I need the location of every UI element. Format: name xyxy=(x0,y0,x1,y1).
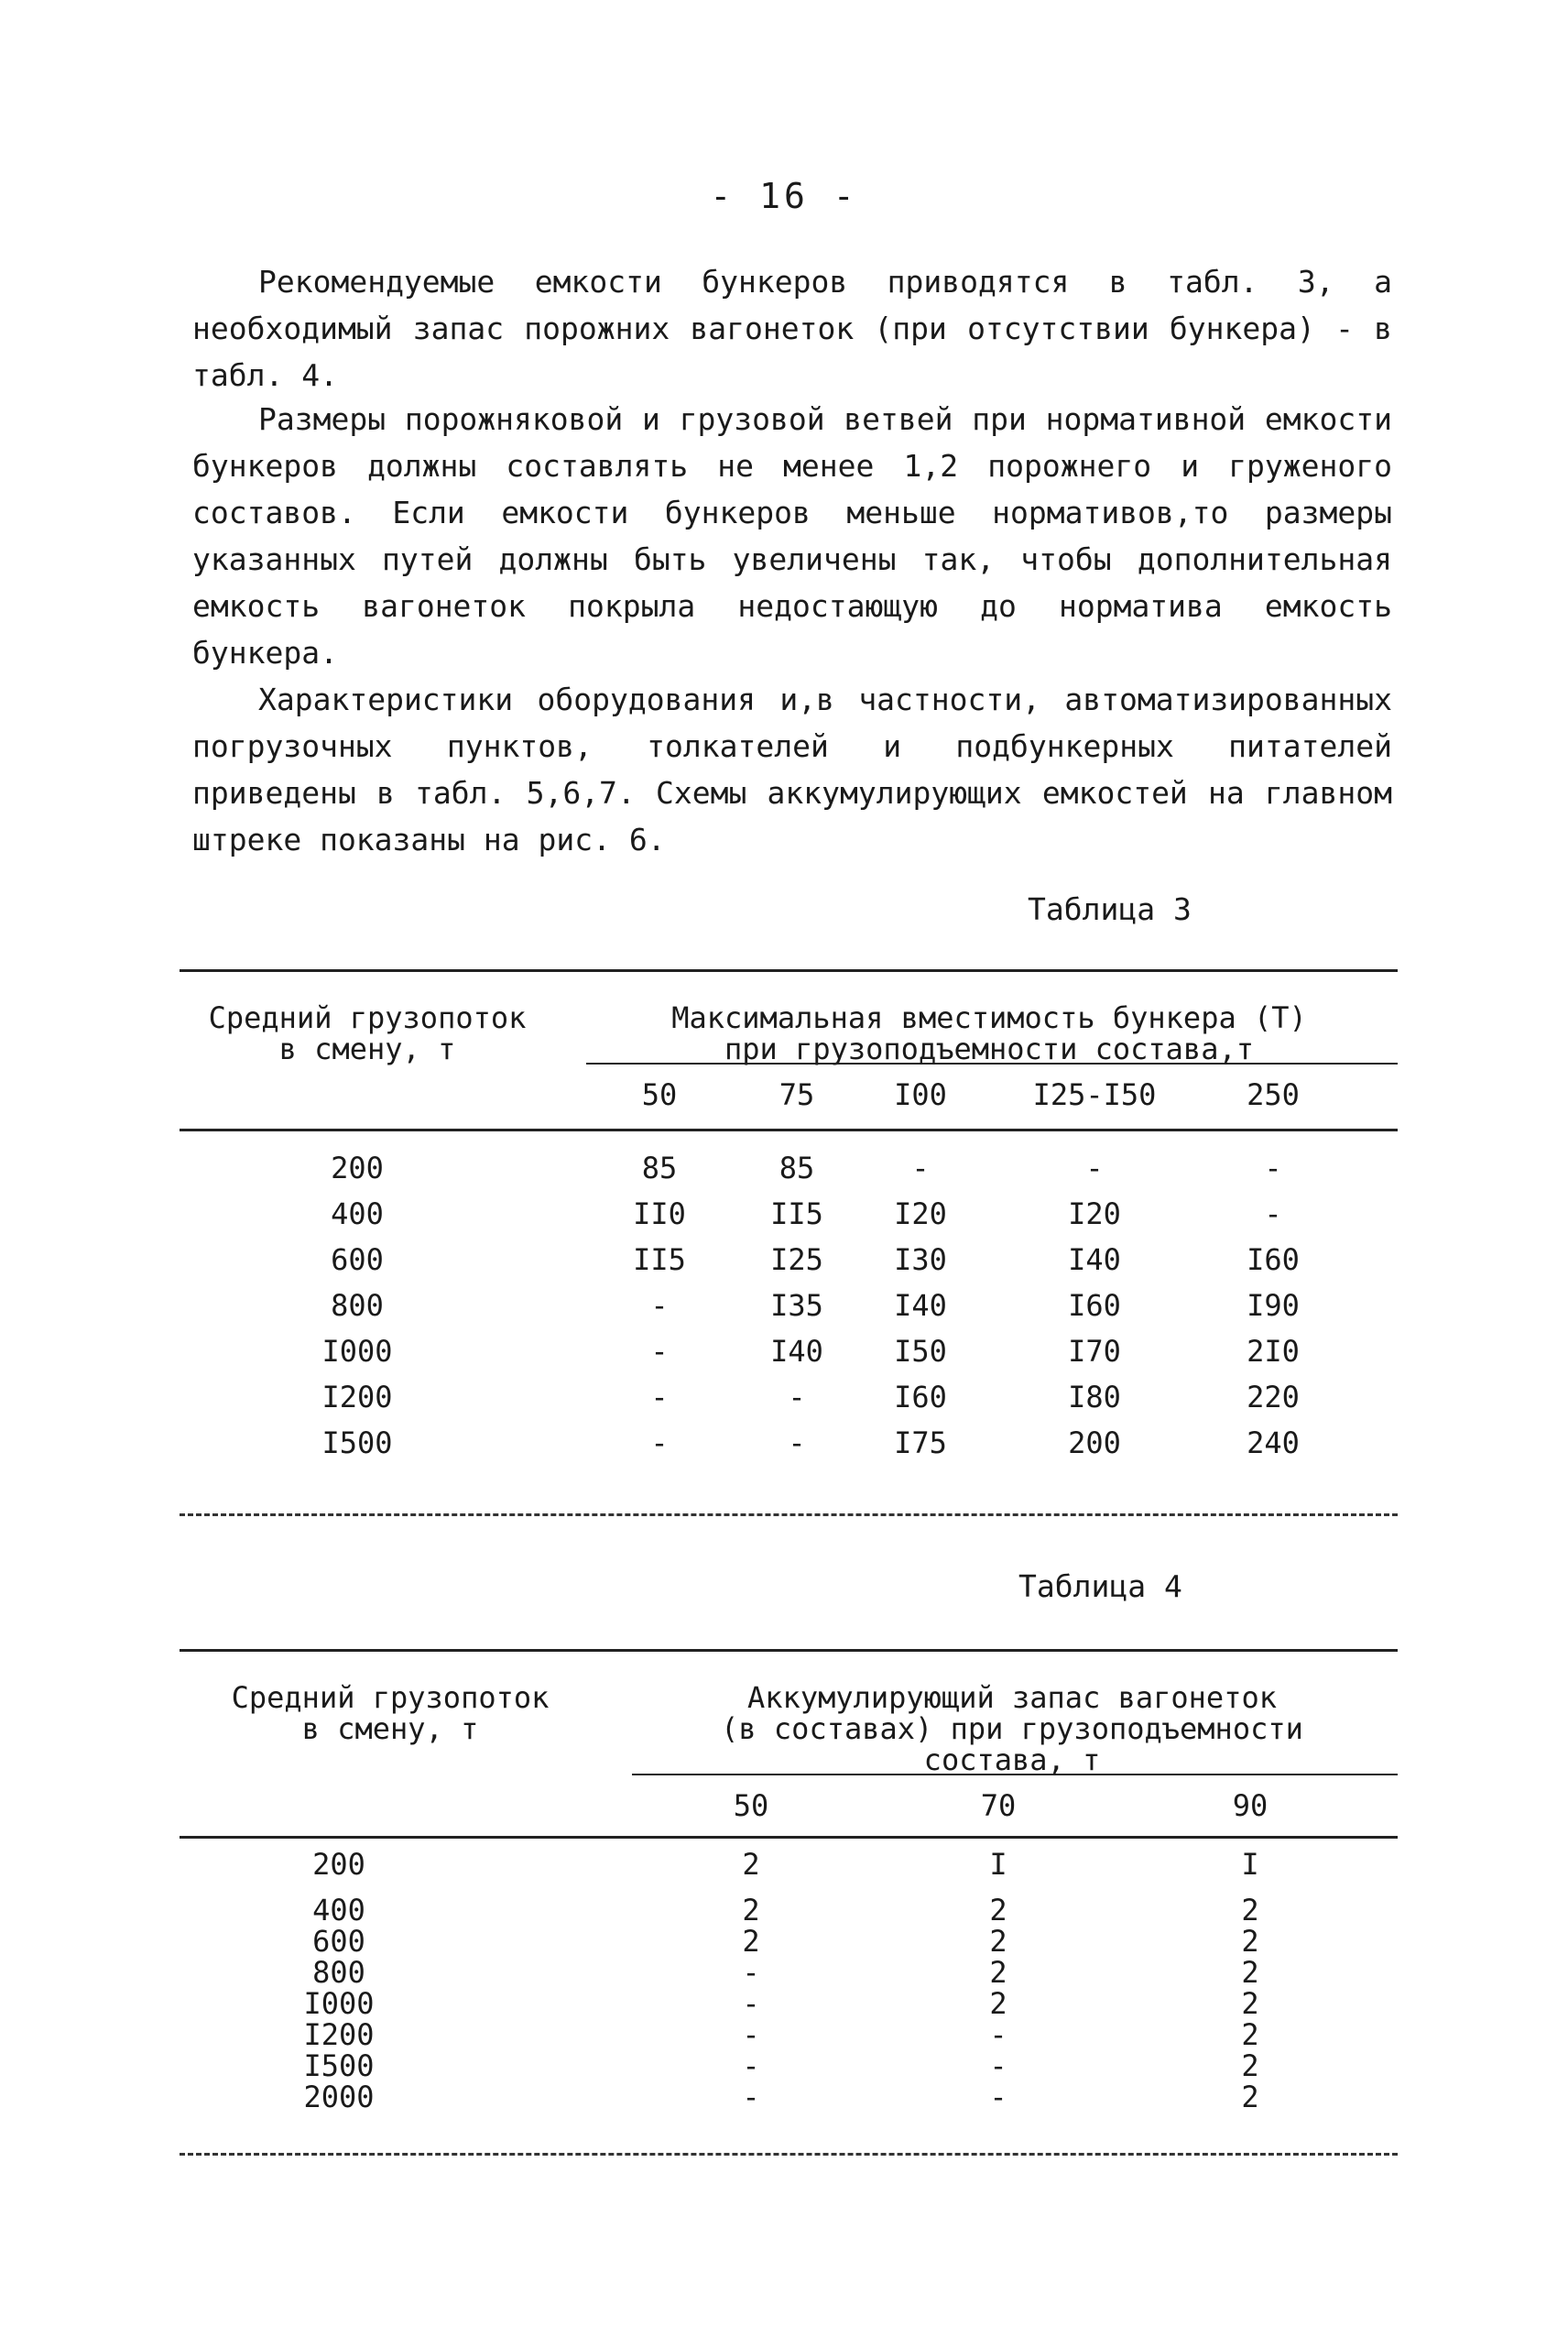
table4-column-90: 2 2 2 2 2 2 2 xyxy=(1241,1893,1259,2114)
table4-cell: I xyxy=(989,1847,1007,1882)
table3-cell: - xyxy=(911,1151,930,1185)
table3-caption: Таблица 3 xyxy=(1028,891,1192,927)
table4-top-rule xyxy=(180,1649,1398,1652)
table3-flow: I500 xyxy=(321,1425,393,1460)
table3-cell: I80 xyxy=(1068,1380,1121,1414)
table3-cell: - xyxy=(1264,1196,1282,1231)
table3-col-header: 75 xyxy=(779,1077,815,1112)
table3-cell: 2I0 xyxy=(1247,1334,1300,1369)
table3-cell: 220 xyxy=(1247,1380,1300,1414)
table3-cell: I90 xyxy=(1247,1288,1300,1323)
table3-cell: - xyxy=(650,1425,669,1460)
table4-column-70: 2 2 2 2 - - - xyxy=(989,1893,1007,2114)
table3-cell: I70 xyxy=(1068,1334,1121,1369)
table4-column-50: 2 2 - - - - - xyxy=(742,1893,760,2114)
table3-flow: 800 xyxy=(331,1288,384,1323)
table3-subheader-rule xyxy=(586,1063,1398,1065)
table3-cell: I40 xyxy=(894,1288,947,1323)
table4-subheader-rule xyxy=(632,1774,1398,1775)
table3-cell: - xyxy=(788,1380,806,1414)
table3-group-header: Максимальная вместимость бункера (Т) при грузоподъемности состава,т xyxy=(671,1000,1307,1066)
table4-row-header: Средний грузопоток в смену, т xyxy=(231,1680,550,1746)
table3-bottom-rule xyxy=(180,1513,1398,1516)
table3-cell: II5 xyxy=(770,1196,823,1231)
table3-flow: 600 xyxy=(331,1242,384,1277)
table4-group-header: Аккумулирующий запас вагонеток (в составах) при грузоподъемности состава, т xyxy=(721,1680,1303,1777)
page-number: - 16 - xyxy=(710,176,858,216)
table3-cell: I25 xyxy=(770,1242,823,1277)
table3-cell: I20 xyxy=(1068,1196,1121,1231)
table3-flow: I000 xyxy=(321,1334,393,1369)
table4-cell: 2 xyxy=(742,1847,760,1882)
table3-cell: - xyxy=(1085,1151,1104,1185)
table3-cell: I35 xyxy=(770,1288,823,1323)
table4-col-header: 90 xyxy=(1232,1788,1269,1823)
table3-cell: II5 xyxy=(633,1242,686,1277)
table3-cell: 200 xyxy=(1068,1425,1121,1460)
table3-flow: I200 xyxy=(321,1380,393,1414)
table3-col-header: 50 xyxy=(641,1077,678,1112)
table3-cell: - xyxy=(788,1425,806,1460)
table4-cell: I xyxy=(1241,1847,1259,1882)
table3-col-header: 250 xyxy=(1247,1077,1300,1112)
table3-cell: II0 xyxy=(633,1196,686,1231)
paragraph-1: Рекомендуемые емкости бункеров приводятся в табл. 3, а необходимый запас порожних вагонеток (при отсутствии бункера) - в табл. 4. xyxy=(192,264,1392,393)
table3-flow: 200 xyxy=(331,1151,384,1185)
table3-cell: I60 xyxy=(894,1380,947,1414)
table3-cell: - xyxy=(1264,1151,1282,1185)
table3-cell: I40 xyxy=(770,1334,823,1369)
table4-caption: Таблица 4 xyxy=(1018,1568,1182,1604)
table3-cell: 240 xyxy=(1247,1425,1300,1460)
table3-top-rule xyxy=(180,969,1398,972)
table3-cell: I40 xyxy=(1068,1242,1121,1277)
table3-cell: I60 xyxy=(1247,1242,1300,1277)
table3-cell: 85 xyxy=(779,1151,815,1185)
table3-cell: I60 xyxy=(1068,1288,1121,1323)
table3-cell: - xyxy=(650,1288,669,1323)
table3-cell: - xyxy=(650,1380,669,1414)
table4-flow: 200 xyxy=(312,1847,365,1882)
table3-cell: I75 xyxy=(894,1425,947,1460)
table3-col-header: I25-I50 xyxy=(1032,1077,1157,1112)
table3-row-header: Средний грузопоток в смену, т xyxy=(208,1000,527,1066)
table4-col-header: 70 xyxy=(980,1788,1017,1823)
table3-flow: 400 xyxy=(331,1196,384,1231)
table3-cell: - xyxy=(650,1334,669,1369)
table4-bottom-rule xyxy=(180,2153,1398,2156)
table4-header-rule xyxy=(180,1836,1398,1839)
table3-cell: I30 xyxy=(894,1242,947,1277)
table3-cell: I20 xyxy=(894,1196,947,1231)
paragraph-3: Характеристики оборудования и,в частности, автоматизированных погрузочных пунктов, толкателей и подбункерных питателей приведены в табл. 5,6,7. Схемы аккумулирующих емкостей на главном штреке показаны на рис. 6. xyxy=(192,682,1392,857)
table4-flow-column: 400 600 800 I000 I200 I500 2000 xyxy=(303,1893,375,2114)
table3-cell: I50 xyxy=(894,1334,947,1369)
table4-col-header: 50 xyxy=(733,1788,769,1823)
table3-col-header: I00 xyxy=(894,1077,947,1112)
paragraph-2: Размеры порожняковой и грузовой ветвей при нормативной емкости бункеров должны составлять не менее 1,2 порожнего и груженого составов. Если емкости бункеров меньше нормативов,то размеры указанных путей должны быть увеличены так, чтобы дополнительная емкость вагонеток покрыла недостающую до норматива емкость бункера. xyxy=(192,401,1392,671)
table3-cell: 85 xyxy=(641,1151,678,1185)
table3-header-rule xyxy=(180,1129,1398,1131)
